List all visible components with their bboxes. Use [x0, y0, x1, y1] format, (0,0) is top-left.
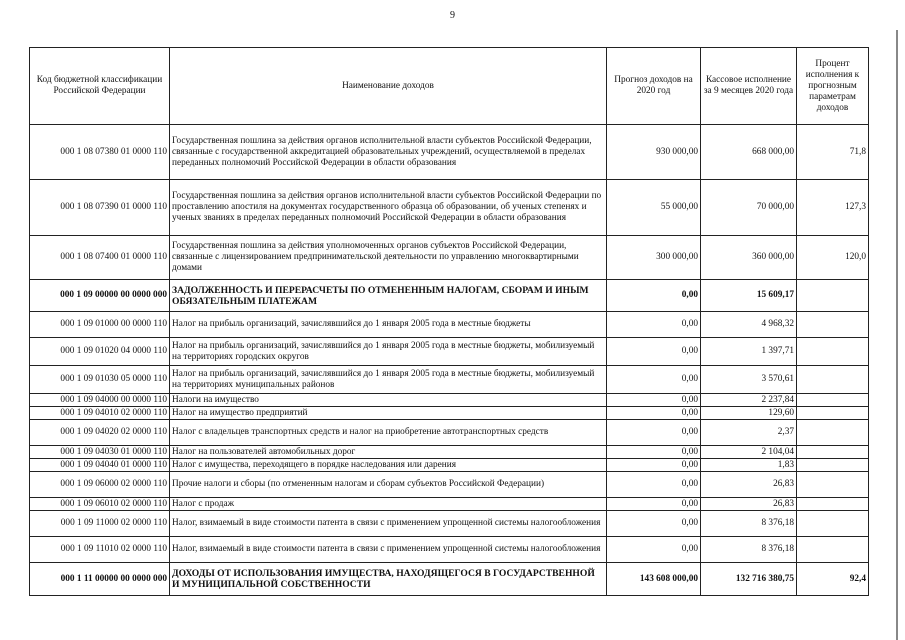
code-cell: 000 1 09 11010 02 0000 110 — [30, 537, 170, 563]
code-cell: 000 1 09 04010 02 0000 110 — [30, 407, 170, 420]
code-cell: 000 1 09 06010 02 0000 110 — [30, 498, 170, 511]
forecast-cell: 0,00 — [607, 511, 701, 537]
table-row — [30, 338, 869, 366]
table-row — [30, 236, 869, 280]
table-row — [30, 366, 869, 394]
code-cell: 000 1 08 07380 01 0000 110 — [30, 125, 170, 180]
forecast-cell: 0,00 — [607, 420, 701, 446]
table-body — [30, 125, 869, 596]
header-forecast: Прогноз доходов на 2020 год — [607, 48, 701, 125]
forecast-cell: 0,00 — [607, 498, 701, 511]
name-cell: Налог на прибыль организаций, зачислявшийся до 1 января 2005 года в местные бюджеты — [170, 312, 607, 338]
code-cell: 000 1 08 07400 01 0000 110 — [30, 236, 170, 280]
percent-cell — [797, 420, 869, 446]
code-cell: 000 1 09 11000 02 0000 110 — [30, 511, 170, 537]
header-name: Наименование доходов — [170, 48, 607, 125]
forecast-cell: 55 000,00 — [607, 180, 701, 236]
forecast-cell: 0,00 — [607, 407, 701, 420]
forecast-cell: 0,00 — [607, 394, 701, 407]
percent-cell — [797, 472, 869, 498]
name-cell: Государственная пошлина за действия органов исполнительной власти субъектов Российской Федерации по проставлению апостиля на документах государственного образца об образовании, об ученых степенях и ученых званиях в пределах переданных полномочий Российской Федерации в области образования — [170, 180, 607, 236]
revenue-table — [29, 47, 869, 596]
name-cell: Налог на пользователей автомобильных дорог — [170, 446, 607, 459]
percent-cell — [797, 280, 869, 312]
table-row — [30, 420, 869, 446]
name-cell: Государственная пошлина за действия уполномоченных органов субъектов Российской Федерации, связанные с лицензированием предпринимательской деятельности по управлению многоквартирными домами — [170, 236, 607, 280]
scan-edge-line — [896, 30, 898, 640]
percent-cell — [797, 498, 869, 511]
cash-cell: 668 000,00 — [701, 125, 797, 180]
code-cell: 000 1 09 04030 01 0000 110 — [30, 446, 170, 459]
forecast-cell: 0,00 — [607, 338, 701, 366]
percent-cell — [797, 394, 869, 407]
cash-cell: 132 716 380,75 — [701, 563, 797, 596]
table-row — [30, 394, 869, 407]
name-cell: Налог, взимаемый в виде стоимости патента в связи с применением упрощенной системы налогообложения — [170, 537, 607, 563]
cash-cell: 360 000,00 — [701, 236, 797, 280]
name-cell: Налог на прибыль организаций, зачислявшийся до 1 января 2005 года в местные бюджеты, мобилизуемый на территориях городских округов — [170, 338, 607, 366]
code-cell: 000 1 09 01020 04 0000 110 — [30, 338, 170, 366]
percent-cell: 120,0 — [797, 236, 869, 280]
code-cell: 000 1 08 07390 01 0000 110 — [30, 180, 170, 236]
forecast-cell: 143 608 000,00 — [607, 563, 701, 596]
cash-cell: 1,83 — [701, 459, 797, 472]
table-row — [30, 563, 869, 596]
table-row — [30, 446, 869, 459]
percent-cell — [797, 366, 869, 394]
table-row — [30, 312, 869, 338]
cash-cell: 2,37 — [701, 420, 797, 446]
percent-cell — [797, 446, 869, 459]
forecast-cell: 0,00 — [607, 366, 701, 394]
forecast-cell: 0,00 — [607, 280, 701, 312]
code-cell: 000 1 09 04000 00 0000 110 — [30, 394, 170, 407]
cash-cell: 26,83 — [701, 498, 797, 511]
name-cell: Налог на прибыль организаций, зачислявшийся до 1 января 2005 года в местные бюджеты, мобилизуемый на территориях муниципальных районов — [170, 366, 607, 394]
forecast-cell: 0,00 — [607, 446, 701, 459]
code-cell: 000 1 09 00000 00 0000 000 — [30, 280, 170, 312]
name-cell: ДОХОДЫ ОТ ИСПОЛЬЗОВАНИЯ ИМУЩЕСТВА, НАХОДЯЩЕГОСЯ В ГОСУДАРСТВЕННОЙ И МУНИЦИПАЛЬНОЙ СОБСТВЕННОСТИ — [170, 563, 607, 596]
forecast-cell: 300 000,00 — [607, 236, 701, 280]
table-row — [30, 537, 869, 563]
cash-cell: 129,60 — [701, 407, 797, 420]
code-cell: 000 1 11 00000 00 0000 000 — [30, 563, 170, 596]
forecast-cell: 0,00 — [607, 472, 701, 498]
percent-cell — [797, 338, 869, 366]
percent-cell: 92,4 — [797, 563, 869, 596]
forecast-cell: 0,00 — [607, 537, 701, 563]
forecast-cell: 0,00 — [607, 459, 701, 472]
cash-cell: 8 376,18 — [701, 511, 797, 537]
cash-cell: 2 237,84 — [701, 394, 797, 407]
table-row — [30, 459, 869, 472]
forecast-cell: 0,00 — [607, 312, 701, 338]
code-cell: 000 1 09 06000 02 0000 110 — [30, 472, 170, 498]
name-cell: Налог с имущества, переходящего в порядке наследования или дарения — [170, 459, 607, 472]
table-row — [30, 407, 869, 420]
table-row — [30, 180, 869, 236]
table-header-row — [30, 48, 869, 125]
percent-cell — [797, 407, 869, 420]
name-cell: Прочие налоги и сборы (по отмененным налогам и сборам субъектов Российской Федерации) — [170, 472, 607, 498]
name-cell: Налоги на имущество — [170, 394, 607, 407]
page-number: 9 — [450, 10, 455, 21]
code-cell: 000 1 09 04040 01 0000 110 — [30, 459, 170, 472]
cash-cell: 26,83 — [701, 472, 797, 498]
table-row — [30, 472, 869, 498]
cash-cell: 1 397,71 — [701, 338, 797, 366]
name-cell: Налог, взимаемый в виде стоимости патента в связи с применением упрощенной системы налогообложения — [170, 511, 607, 537]
table-row — [30, 498, 869, 511]
header-percent: Процент исполнения к прогнозным параметрам доходов — [797, 48, 869, 125]
table-row — [30, 125, 869, 180]
cash-cell: 15 609,17 — [701, 280, 797, 312]
name-cell: Государственная пошлина за действия органов исполнительной власти субъектов Российской Федерации, связанные с государственной аккредитацией образовательных учреждений, осуществляемой в пределах переданных полномочий Российской Федерации в области образования — [170, 125, 607, 180]
percent-cell — [797, 511, 869, 537]
name-cell: Налог на имущество предприятий — [170, 407, 607, 420]
table-row — [30, 511, 869, 537]
name-cell: ЗАДОЛЖЕННОСТЬ И ПЕРЕРАСЧЕТЫ ПО ОТМЕНЕННЫМ НАЛОГАМ, СБОРАМ И ИНЫМ ОБЯЗАТЕЛЬНЫМ ПЛАТЕЖАМ — [170, 280, 607, 312]
header-code: Код бюджетной классификации Российской Федерации — [30, 48, 170, 125]
percent-cell — [797, 459, 869, 472]
cash-cell: 70 000,00 — [701, 180, 797, 236]
header-cash: Кассовое исполнение за 9 месяцев 2020 года — [701, 48, 797, 125]
name-cell: Налог с продаж — [170, 498, 607, 511]
table-row — [30, 280, 869, 312]
name-cell: Налог с владельцев транспортных средств и налог на приобретение автотранспортных средств — [170, 420, 607, 446]
cash-cell: 4 968,32 — [701, 312, 797, 338]
cash-cell: 3 570,61 — [701, 366, 797, 394]
cash-cell: 2 104,04 — [701, 446, 797, 459]
code-cell: 000 1 09 01000 00 0000 110 — [30, 312, 170, 338]
percent-cell: 127,3 — [797, 180, 869, 236]
code-cell: 000 1 09 01030 05 0000 110 — [30, 366, 170, 394]
percent-cell: 71,8 — [797, 125, 869, 180]
forecast-cell: 930 000,00 — [607, 125, 701, 180]
percent-cell — [797, 312, 869, 338]
code-cell: 000 1 09 04020 02 0000 110 — [30, 420, 170, 446]
cash-cell: 8 376,18 — [701, 537, 797, 563]
percent-cell — [797, 537, 869, 563]
